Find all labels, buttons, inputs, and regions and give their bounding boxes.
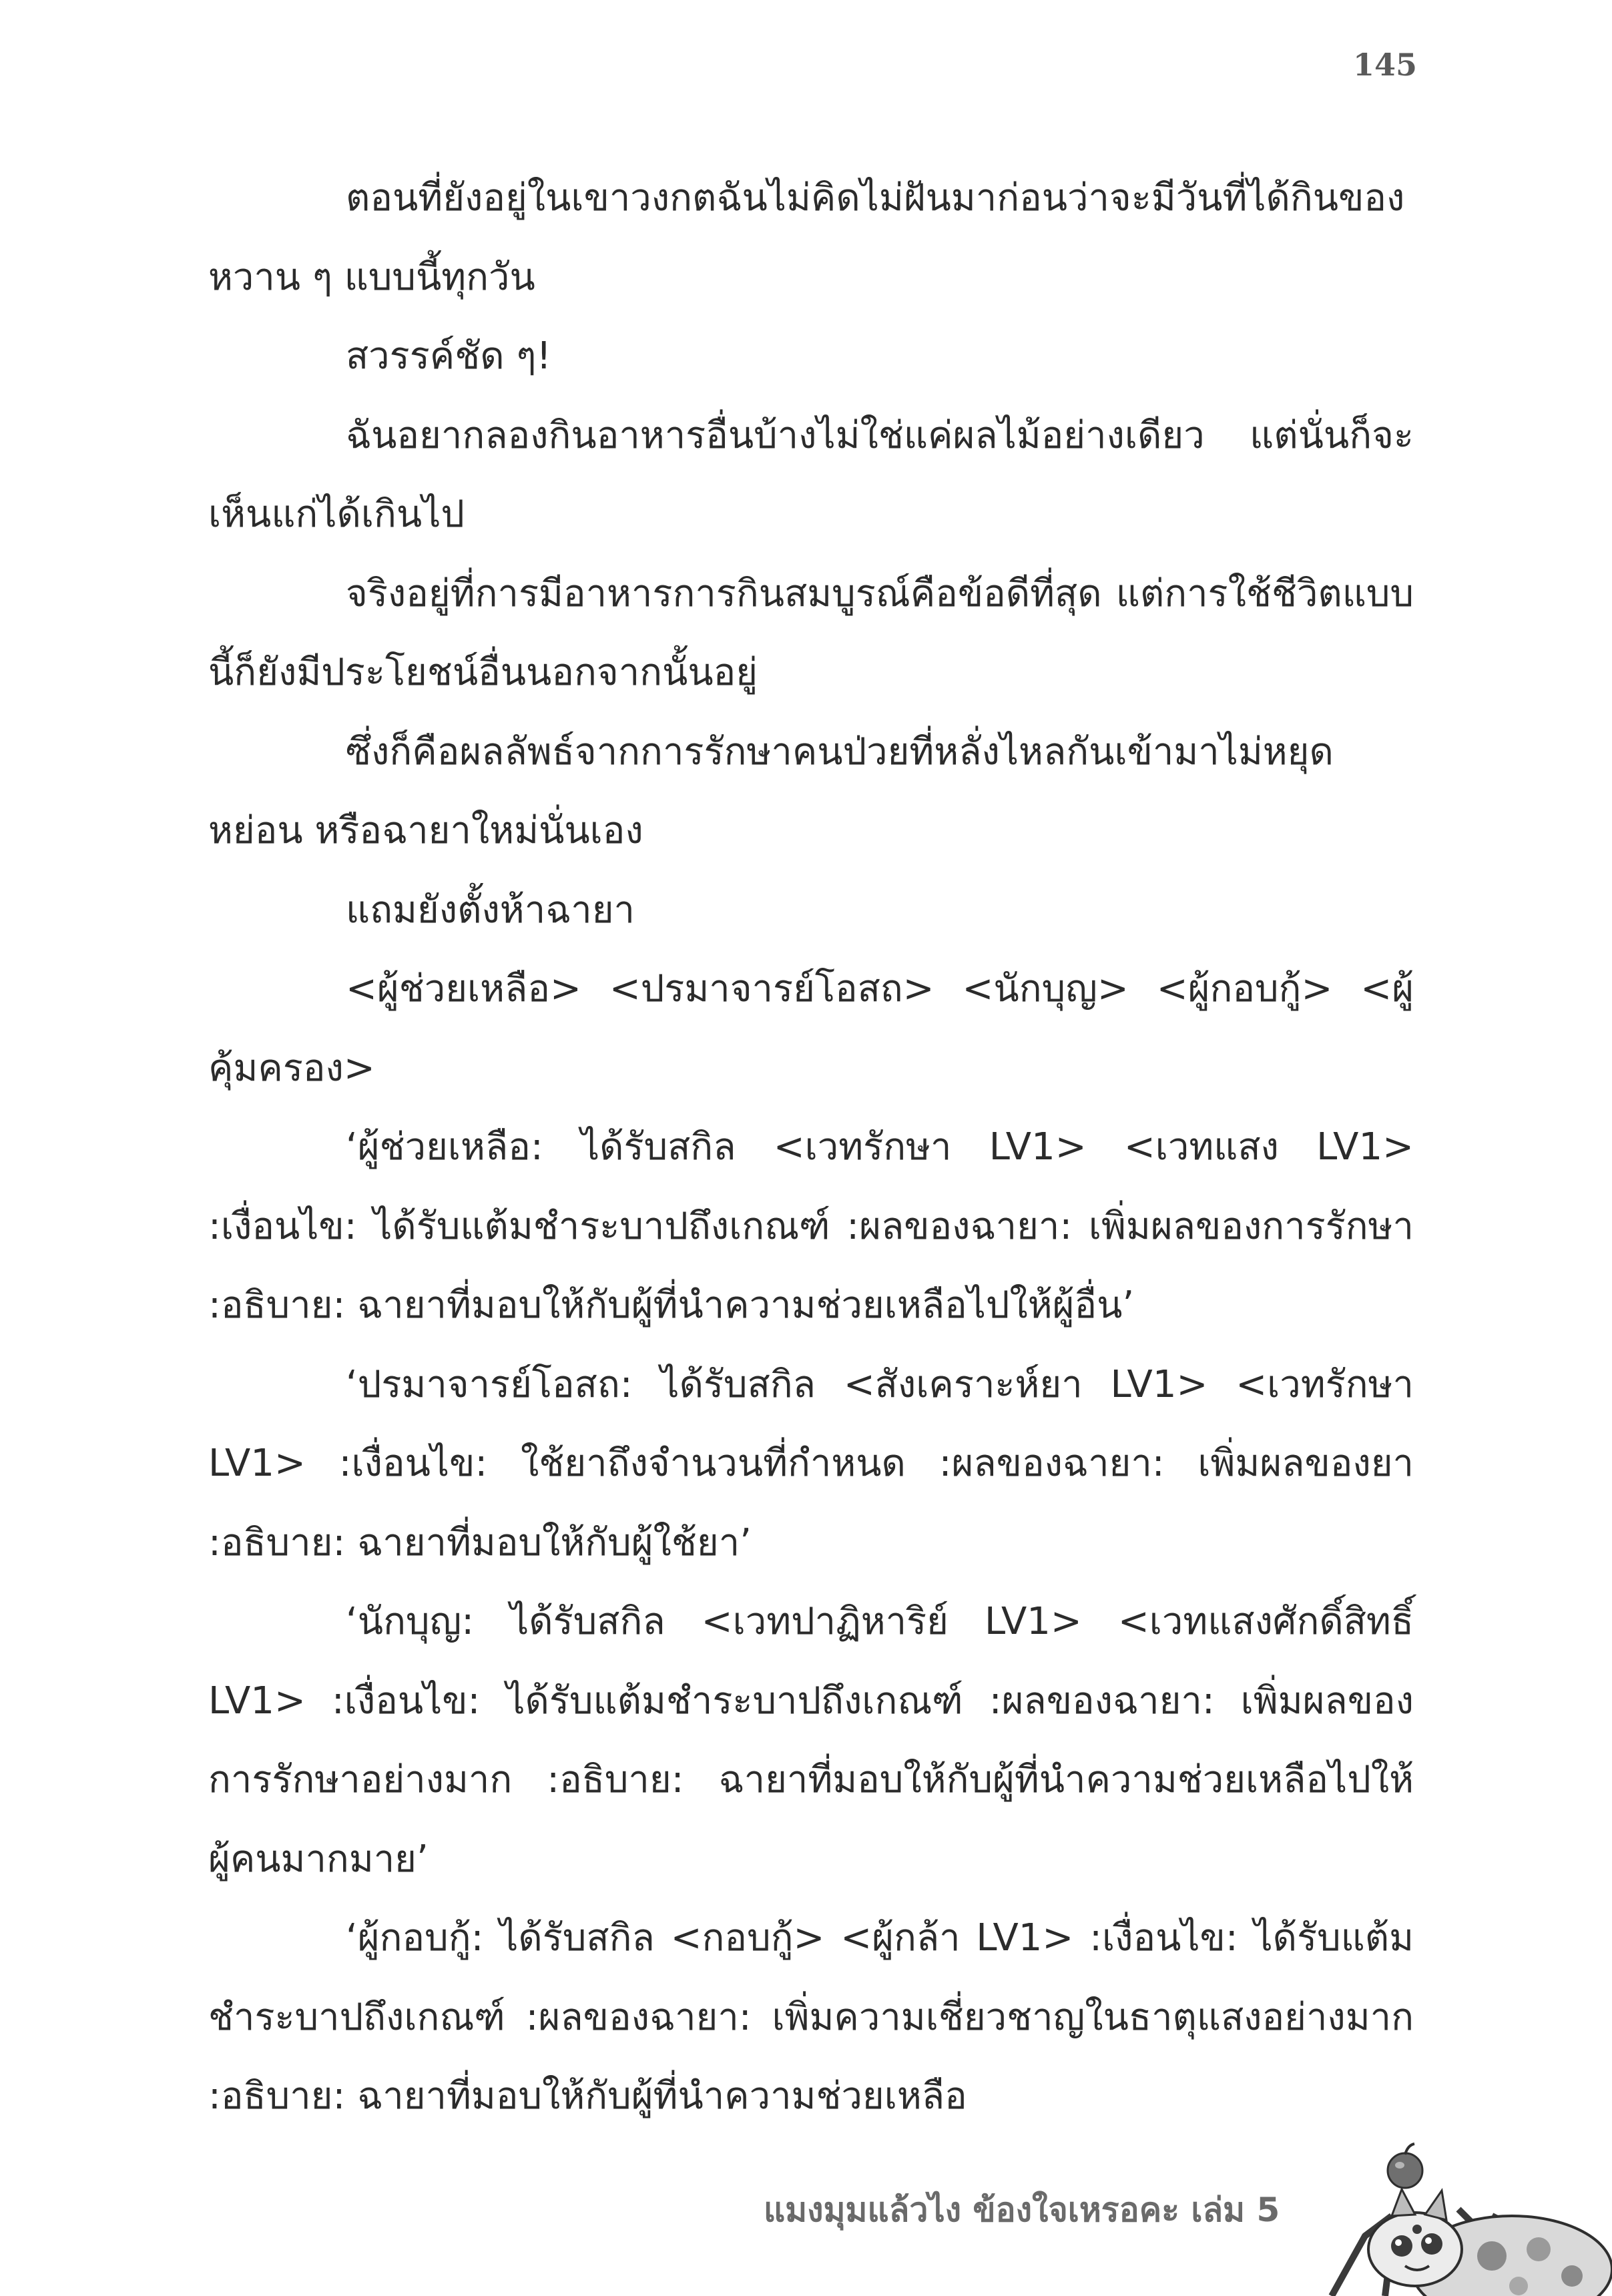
footer-book-title: แมงมุมแล้วไง ข้องใจเหรอคะ เล่ม 5 — [764, 2191, 1280, 2229]
paragraph: ‘นักบุญ: ได้รับสกิล <เวทปาฏิหาริย์ LV1> <เวทแสงศักดิ์สิทธิ์ LV1> :เงื่อนไข: ได้รับแต้มชำระบาปถึงเกณฑ์ :ผลของฉายา: เพิ่มผลของการรักษาอย่างมาก :อธิบาย: ฉายาที่มอบให้กับผู้ที่นำความช่วยเหลือไปให้ผู้คนมากมาย’ — [208, 1600, 1414, 1881]
paragraph: จริงอยู่ที่การมีอาหารการกินสมบูรณ์คือข้อดีที่สุด แต่การใช้ชีวิตแบบนี้ก็ยังมีประโยชน์อื่นนอกจากนั้นอยู่ — [208, 571, 1414, 694]
paragraph: ‘ปรมาจารย์โอสถ: ได้รับสกิล <สังเคราะห์ยา LV1> <เวทรักษา LV1> :เงื่อนไข: ใช้ยาถึงจำนวนที่กำหนด :ผลของฉายา: เพิ่มผลของยา :อธิบาย: ฉายาที่มอบให้กับผู้ใช้ยา’ — [208, 1362, 1414, 1564]
paragraph: <ผู้ช่วยเหลือ> <ปรมาจารย์โอสถ> <นักบุญ> <ผู้กอบกู้> <ผู้คุ้มครอง> — [208, 967, 1414, 1090]
body-text — [208, 159, 1414, 2136]
paragraph: ‘ผู้กอบกู้: ได้รับสกิล <กอบกู้> <ผู้กล้า LV1> :เงื่อนไข: ได้รับแต้มชำระบาปถึงเกณฑ์ :ผลของฉายา: เพิ่มความเชี่ยวชาญในธาตุแสงอย่างมาก :อธิบาย: ฉายาที่มอบให้กับผู้ที่นำความช่วยเหลือ — [208, 1916, 1414, 2118]
paragraph: ‘ผู้ช่วยเหลือ: ได้รับสกิล <เวทรักษา LV1> <เวทแสง LV1> :เงื่อนไข: ได้รับแต้มชำระบาปถึงเกณฑ์ :ผลของฉายา: เพิ่มผลของการรักษา :อธิบาย: ฉายาที่มอบให้กับผู้ที่นำความช่วยเหลือไปให้ผู้อื่น’ — [208, 1125, 1414, 1327]
paragraph: แถมยังตั้งห้าฉายา — [346, 888, 635, 932]
page-number: 145 — [1352, 47, 1417, 83]
paragraph: ตอนที่ยังอยู่ในเขาวงกตฉันไม่คิดไม่ฝันมาก่อนว่าจะมีวันที่ได้กินของหวาน ๆ แบบนี้ทุกวัน — [208, 176, 1405, 299]
spider-mascot-illustration — [1292, 2136, 1612, 2296]
paragraph: ฉันอยากลองกินอาหารอื่นบ้างไม่ใช่แค่ผลไม้อย่างเดียว แต่นั่นก็จะเห็นแก่ได้เกินไป — [208, 413, 1414, 536]
paragraph: สวรรค์ชัด ๆ! — [346, 334, 551, 378]
paragraph: ซึ่งก็คือผลลัพธ์จากการรักษาคนป่วยที่หลั่งไหลกันเข้ามาไม่หยุดหย่อน หรือฉายาใหม่นั่นเอง — [208, 730, 1334, 852]
